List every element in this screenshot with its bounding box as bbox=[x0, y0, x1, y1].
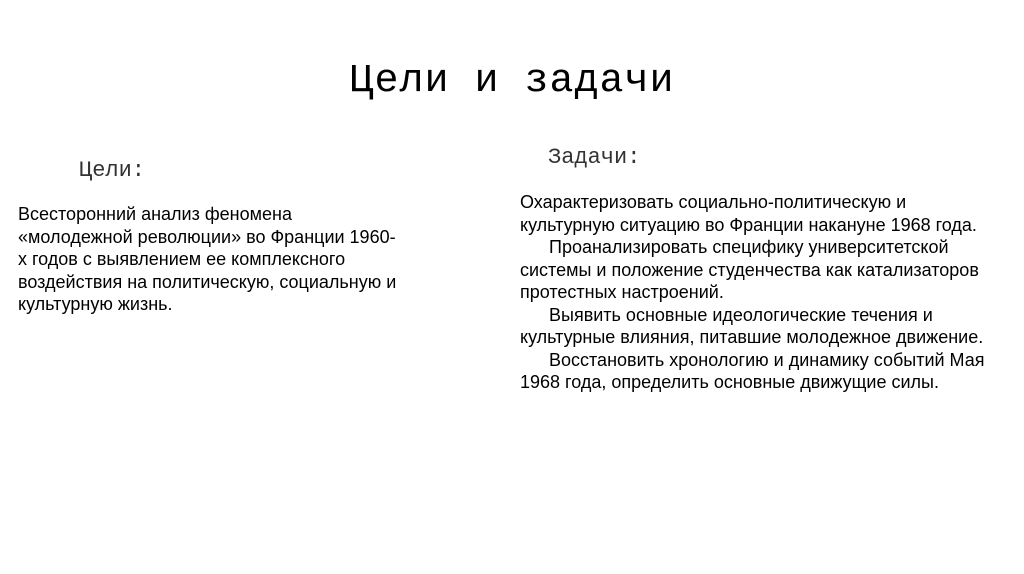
goals-text-block bbox=[18, 203, 398, 316]
goals-text: Всесторонний анализ феномена «молодежной революции» во Франции 1960-х годов с выявлением ее комплексного воздействия на политическую, социальную и культурную жизнь. bbox=[18, 204, 397, 314]
task-item: Проанализировать специфику университетской системы и положение студенчества как катализаторов протестных настроений. bbox=[520, 237, 979, 302]
tasks-list bbox=[520, 191, 1000, 394]
task-item: Выявить основные идеологические течения и культурные влияния, питавшие молодежное движение. bbox=[520, 304, 984, 347]
slide-title: Цели и задачи bbox=[349, 59, 675, 104]
task-item: Восстановить хронологию и динамику событий Мая 1968 года, определить основные движущие силы. bbox=[520, 349, 985, 392]
goals-heading: Цели: bbox=[79, 158, 146, 183]
tasks-heading: Задачи: bbox=[548, 145, 641, 170]
task-item: Охарактеризовать социально-политическую и культурную ситуацию во Франции накануне 1968 года. bbox=[520, 192, 977, 235]
